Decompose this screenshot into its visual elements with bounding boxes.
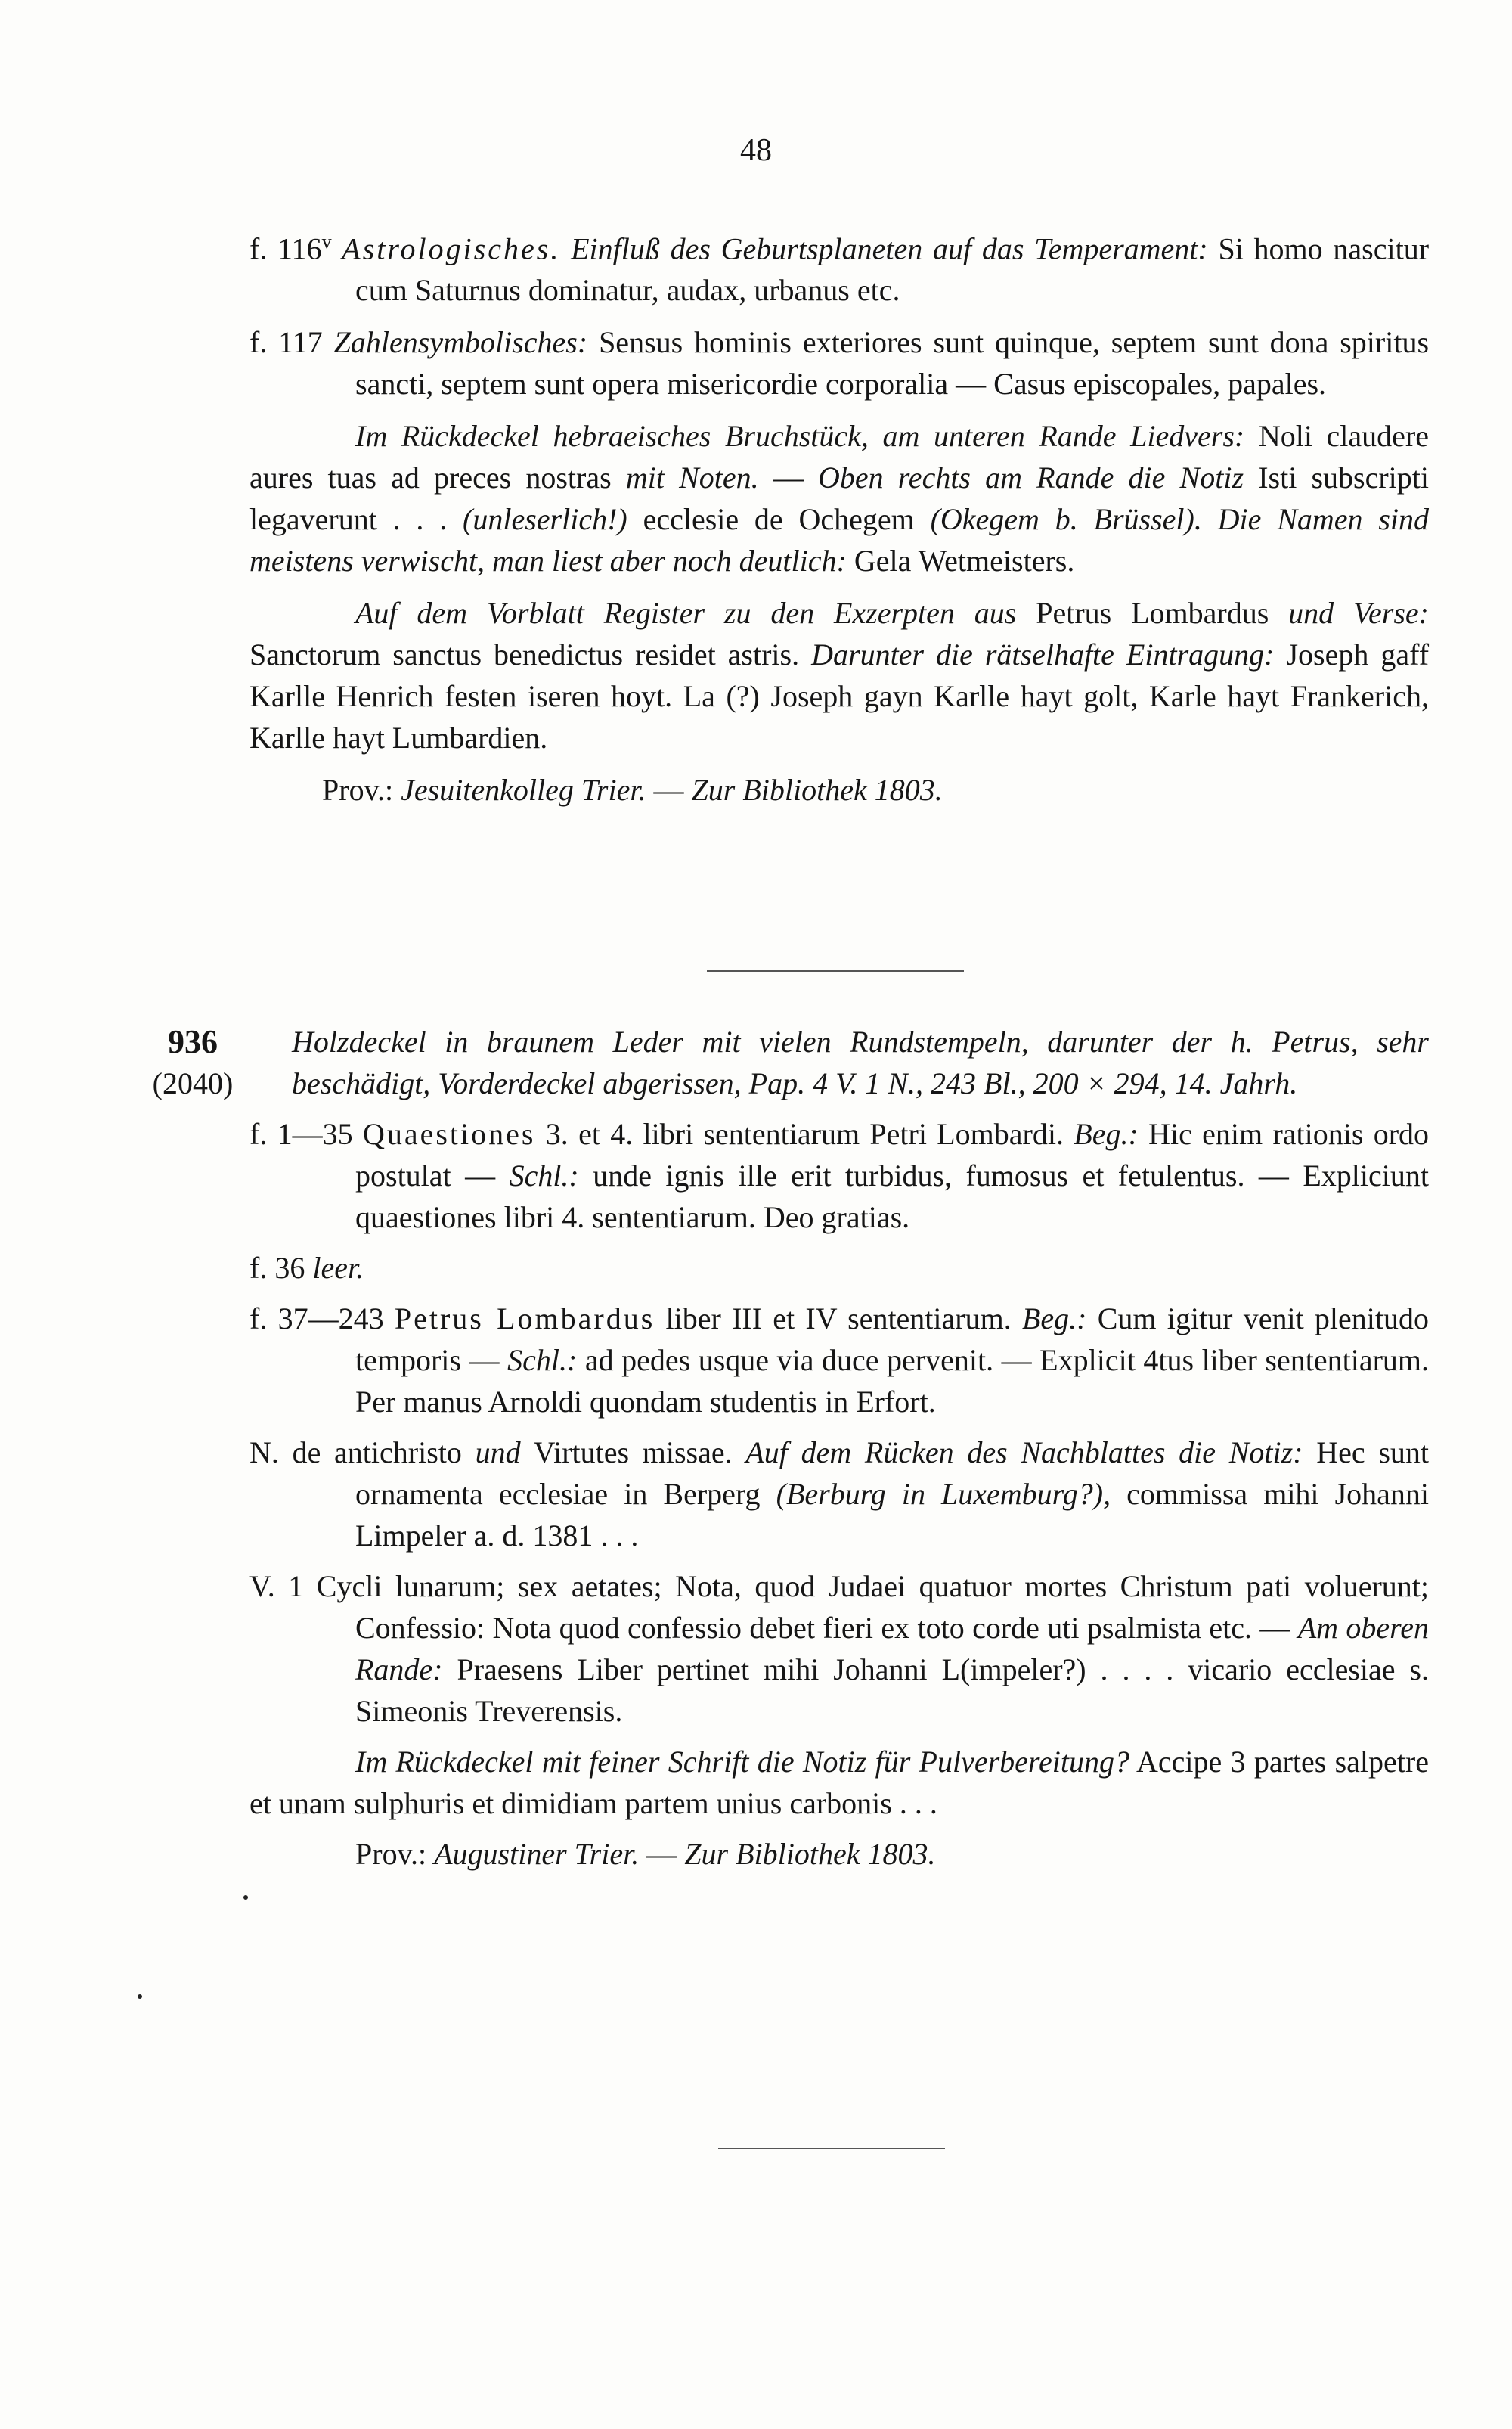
- provenance-library: Zur Bibliothek 1803.: [684, 1837, 936, 1871]
- note-text: Noli claudere aures tuas ad preces nostras: [249, 419, 1430, 495]
- note-text: Sanctorum sanctus benedictus residet astris.: [249, 637, 800, 672]
- item-folio-116v: [249, 221, 1429, 311]
- note-dash: —: [773, 461, 804, 495]
- note-italic: Im Rückdeckel hebraeisches Bruchstück, am unteren Rande Liedvers:: [355, 419, 1245, 454]
- note-italic: Darunter die rätselhafte Eintragung:: [811, 637, 1275, 672]
- provenance: [249, 1833, 1429, 1875]
- top-section: [249, 221, 1429, 811]
- folio-label: f. 36: [249, 1251, 305, 1285]
- incipit-text: Cum igitur venit plenitudo temporis —: [355, 1301, 1430, 1377]
- note-italic: (Okegem b. Brüssel).: [930, 502, 1202, 537]
- entry-description: [249, 1021, 1429, 1104]
- item-folio-36: [249, 1247, 1429, 1289]
- note-pulverbereitung: [249, 1741, 1429, 1824]
- note-italic: (unleserlich!): [463, 502, 627, 537]
- item-text: 3. et 4. libri sententiarum Petri Lombardi.: [545, 1117, 1064, 1151]
- note-text: Accipe 3 partes salpetre et unam sulphuris et dimidiam partem unius carbonis . . .: [249, 1745, 1429, 1820]
- note-text: Petrus Lombardus: [1036, 596, 1269, 631]
- item-text: Virtutes missae.: [533, 1435, 733, 1469]
- note-italic: Auf dem Vorblatt Register zu den Exzerpten aus: [355, 596, 1017, 631]
- note-text: Gela Wetmeisters.: [854, 544, 1075, 579]
- item-text: Praesens Liber pertinet mihi Johanni L(impeler?) . . . . vicario ecclesiae s. Simeonis Treverensis.: [355, 1652, 1430, 1728]
- item-title: Zahlensymbolisches:: [333, 325, 588, 360]
- note-italic: Oben rechts am Rande die Notiz: [817, 461, 1244, 495]
- item-text: liber III et IV sententiarum.: [665, 1301, 1012, 1335]
- item-note: Einfluß des Geburtsplaneten auf das Temperament:: [571, 231, 1208, 266]
- item-text: de antichristo: [292, 1435, 462, 1469]
- provenance-dash: —: [646, 1837, 677, 1871]
- entry-old-number: (2040): [152, 1066, 234, 1100]
- provenance-label: Prov.:: [322, 773, 394, 808]
- folio-label: f. 1—35: [249, 1117, 353, 1151]
- item-author: Petrus Lombardus: [394, 1301, 655, 1335]
- note-rueckdeckel: [249, 415, 1429, 582]
- incipit-text: Hic enim rationis ordo postulat —: [355, 1117, 1430, 1193]
- margin-speck: [138, 1994, 142, 1999]
- provenance-label: Prov.:: [355, 1837, 427, 1871]
- item-text: Sensus hominis exteriores sunt quinque, septem sunt dona spiritus sancti, septem sunt opera misericordie corporalia — Casus episcopales, papales.: [355, 325, 1430, 402]
- explicit-label: Schl.:: [509, 1159, 579, 1193]
- item-folio-1-35: [249, 1113, 1429, 1238]
- note-italic: Im Rückdeckel mit feiner Schrift die Notiz für Pulverbereitung?: [355, 1745, 1129, 1779]
- entry-section: [249, 1021, 1429, 1875]
- item-text: Cycli lunarum; sex aetates; Nota, quod Judaei quatuor mortes Christum pati voluerunt; Confessio: Nota quod confessio debet fieri ex toto corde uti psalmista etc. —: [316, 1569, 1429, 1645]
- explicit-text: ad pedes usque via duce pervenit. — Explicit 4tus liber sententiarum. Per manus Arnoldi quondam studentis in Erfort.: [355, 1343, 1430, 1419]
- item-title: Quaestiones: [362, 1117, 536, 1151]
- item-folio-37-243: [249, 1298, 1429, 1422]
- item-title: Astrologisches.: [342, 231, 561, 266]
- explicit-label: Schl.:: [507, 1343, 578, 1377]
- description-text: Holzdeckel in braunem Leder mit vielen Rundstempeln, darunter der h. Petrus, sehr beschädigt, Vorderdeckel abgerissen, Pap. 4 V. 1 N., 243 Bl., 200 × 294, 14. Jahrh.: [292, 1025, 1429, 1100]
- note-italic: mit Noten.: [625, 461, 759, 495]
- provenance-library: Zur Bibliothek 1803.: [691, 773, 943, 808]
- section-divider: [707, 970, 964, 972]
- note-italic: und Verse:: [1288, 596, 1429, 631]
- item-note: (Berburg in Luxemburg?),: [776, 1477, 1111, 1511]
- folio-label: f. 117: [249, 325, 323, 360]
- item-note: leer.: [312, 1251, 364, 1285]
- note-vorblatt: [249, 592, 1429, 758]
- page-number: 48: [740, 133, 772, 168]
- entry-number: 936: [168, 1023, 218, 1060]
- item-text: Hec sunt ornamenta ecclesiae in Berperg: [355, 1435, 1429, 1511]
- note-text: ecclesie de Ochegem: [643, 502, 915, 537]
- explicit-text: unde ignis ille erit turbidus, fumosus et fetulentus. — Expliciunt quaestiones libri 4. sententiarum. Deo gratias.: [355, 1159, 1430, 1234]
- note-text: Joseph gaff Karlle Henrich festen iseren hoyt. La (?) Joseph gayn Karlle hayt golt, Karle hayt Frankerich, Karlle hayt Lumbardien.: [249, 637, 1430, 755]
- incipit-label: Beg.:: [1021, 1301, 1087, 1335]
- folio-verso-mark: v: [321, 231, 332, 253]
- item-text: Si homo nascitur cum Saturnus dominatur, audax, urbanus etc.: [355, 231, 1430, 308]
- provenance-origin: Jesuitenkolleg Trier.: [401, 773, 646, 808]
- provenance-dash: —: [653, 773, 684, 808]
- section-divider: [718, 2148, 945, 2149]
- margin-speck: [243, 1895, 248, 1900]
- item-connector: und: [475, 1435, 521, 1469]
- item-vorblatt: [249, 1565, 1429, 1732]
- note-text: Isti subscripti legaverunt . . .: [249, 461, 1429, 537]
- item-note: Am oberen Rande:: [355, 1611, 1429, 1686]
- item-nachblatt: [249, 1432, 1429, 1556]
- folio-label: V. 1: [249, 1569, 304, 1603]
- folio-label: f. 116: [249, 231, 322, 266]
- note-italic: Die Namen sind meistens verwischt, man liest aber noch deutlich:: [249, 502, 1430, 579]
- item-folio-117: [249, 321, 1429, 405]
- item-text: commissa mihi Johanni Limpeler a. d. 1381 . . .: [355, 1477, 1430, 1553]
- folio-label: f. 37—243: [249, 1301, 384, 1335]
- incipit-label: Beg.:: [1074, 1117, 1139, 1151]
- folio-label: N.: [249, 1435, 279, 1469]
- item-note: Auf dem Rücken des Nachblattes die Notiz:: [745, 1435, 1303, 1469]
- provenance: [249, 769, 1429, 811]
- provenance-origin: Augustiner Trier.: [434, 1837, 640, 1871]
